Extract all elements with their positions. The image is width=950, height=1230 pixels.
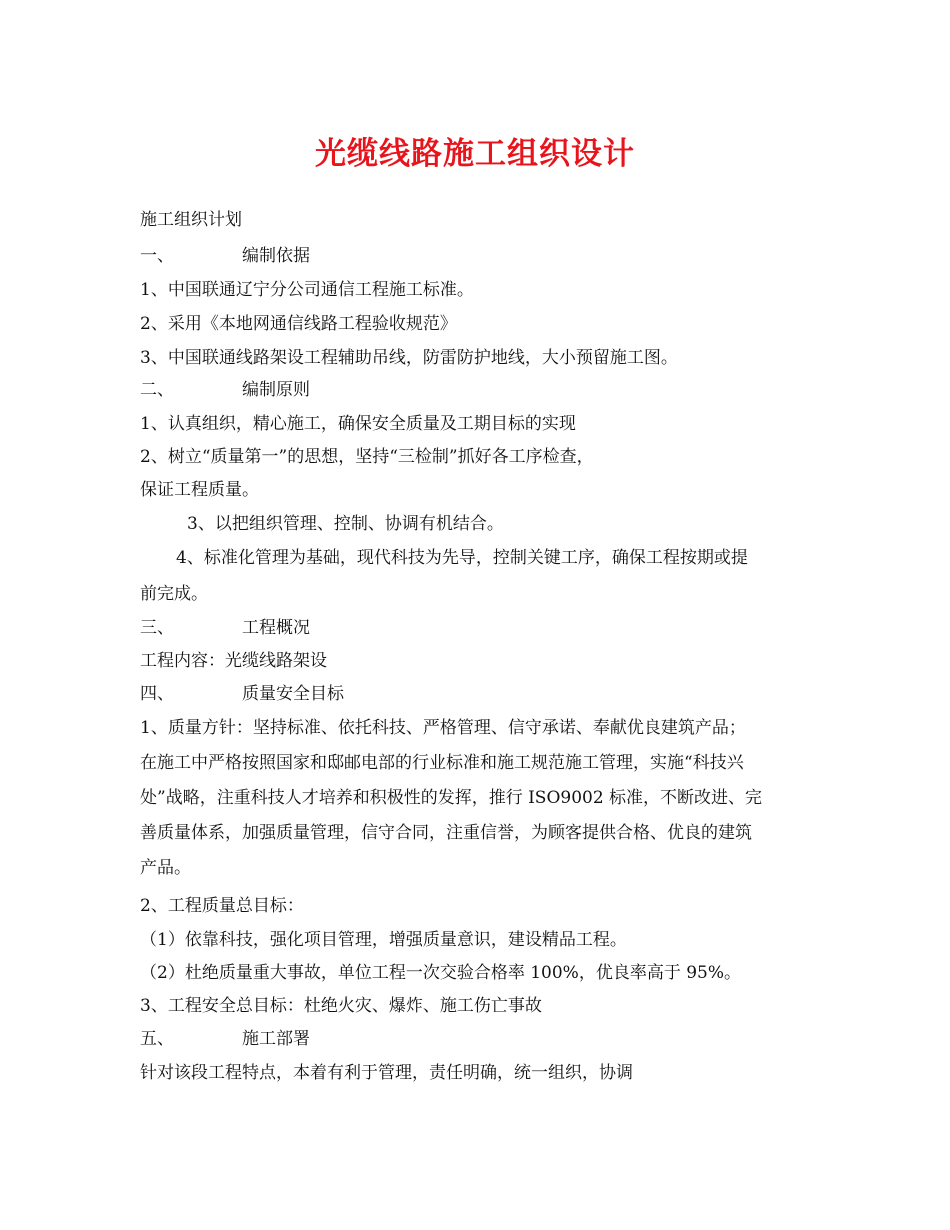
paragraph-line: 善质量体系，加强质量管理，信守合同，注重信誉，为顾客提供合格、优良的建筑 [140, 823, 752, 843]
heading-number: 四、 [140, 684, 174, 704]
paragraph-line: 4、标准化管理为基础，现代科技为先导，控制关键工序，确保工程按期或提 [176, 548, 748, 568]
paragraph-line: 3、以把组织管理、控制、协调有机结合。 [187, 514, 504, 534]
heading-text: 工程概况 [242, 618, 310, 638]
heading-text: 编制依据 [242, 246, 310, 266]
paragraph-line: 1、中国联通辽宁分公司通信工程施工标准。 [140, 280, 474, 300]
heading-number: 二、 [140, 380, 174, 400]
paragraph-line: 在施工中严格按照国家和邸邮电部的行业标准和施工规范施工管理，实施“科技兴 [140, 753, 744, 773]
paragraph-line: 工程内容：光缆线路架设 [140, 651, 327, 671]
paragraph-line: 3、中国联通线路架设工程辅助吊线，防雷防护地线，大小预留施工图。 [140, 348, 678, 368]
section-heading-3 [140, 616, 310, 640]
heading-text: 编制原则 [242, 380, 310, 400]
section-heading-5 [140, 1027, 310, 1051]
paragraph-line: 1、认真组织，精心施工，确保安全质量及工期目标的实现 [140, 414, 576, 434]
paragraph-line: （1）依靠科技，强化项目管理，增强质量意识，建设精品工程。 [140, 930, 627, 950]
paragraph-line: 针对该段工程特点，本着有利于管理，责任明确，统一组织，协调 [140, 1063, 633, 1083]
paragraph-line: 产品。 [140, 858, 191, 878]
paragraph-line: 2、工程质量总目标： [140, 896, 304, 916]
paragraph-line: 1、质量方针：坚持标准、依托科技、严格管理、信守承诺、奉献优良建筑产品； [140, 718, 746, 738]
section-heading-1 [140, 244, 310, 268]
heading-number: 三、 [140, 618, 174, 638]
paragraph-line: 处”战略，注重科技人才培养和积极性的发挥，推行 ISO9002 标准，不断改进、完 [140, 788, 763, 808]
paragraph-line: （2）杜绝质量重大事故，单位工程一次交验合格率 100%，优良率高于 95%。 [140, 963, 742, 983]
paragraph-line: 前完成。 [140, 584, 208, 604]
paragraph-line: 2、采用《本地网通信线路工程验收规范》 [140, 314, 457, 334]
section-heading-2 [140, 378, 310, 402]
document-title: 光缆线路施工组织设计 [315, 136, 635, 172]
section-intro: 施工组织计划 [140, 210, 242, 230]
paragraph-line: 3、工程安全总目标：杜绝火灾、爆炸、施工伤亡事故 [140, 996, 542, 1016]
section-heading-4 [140, 682, 344, 706]
paragraph-line: 2、树立“质量第一”的思想，坚持“三检制”抓好各工序检查， [140, 447, 594, 467]
heading-number: 一、 [140, 246, 174, 266]
heading-text: 施工部署 [242, 1029, 310, 1049]
heading-number: 五、 [140, 1029, 174, 1049]
heading-text: 质量安全目标 [242, 684, 344, 704]
paragraph-line: 保证工程质量。 [140, 480, 259, 500]
